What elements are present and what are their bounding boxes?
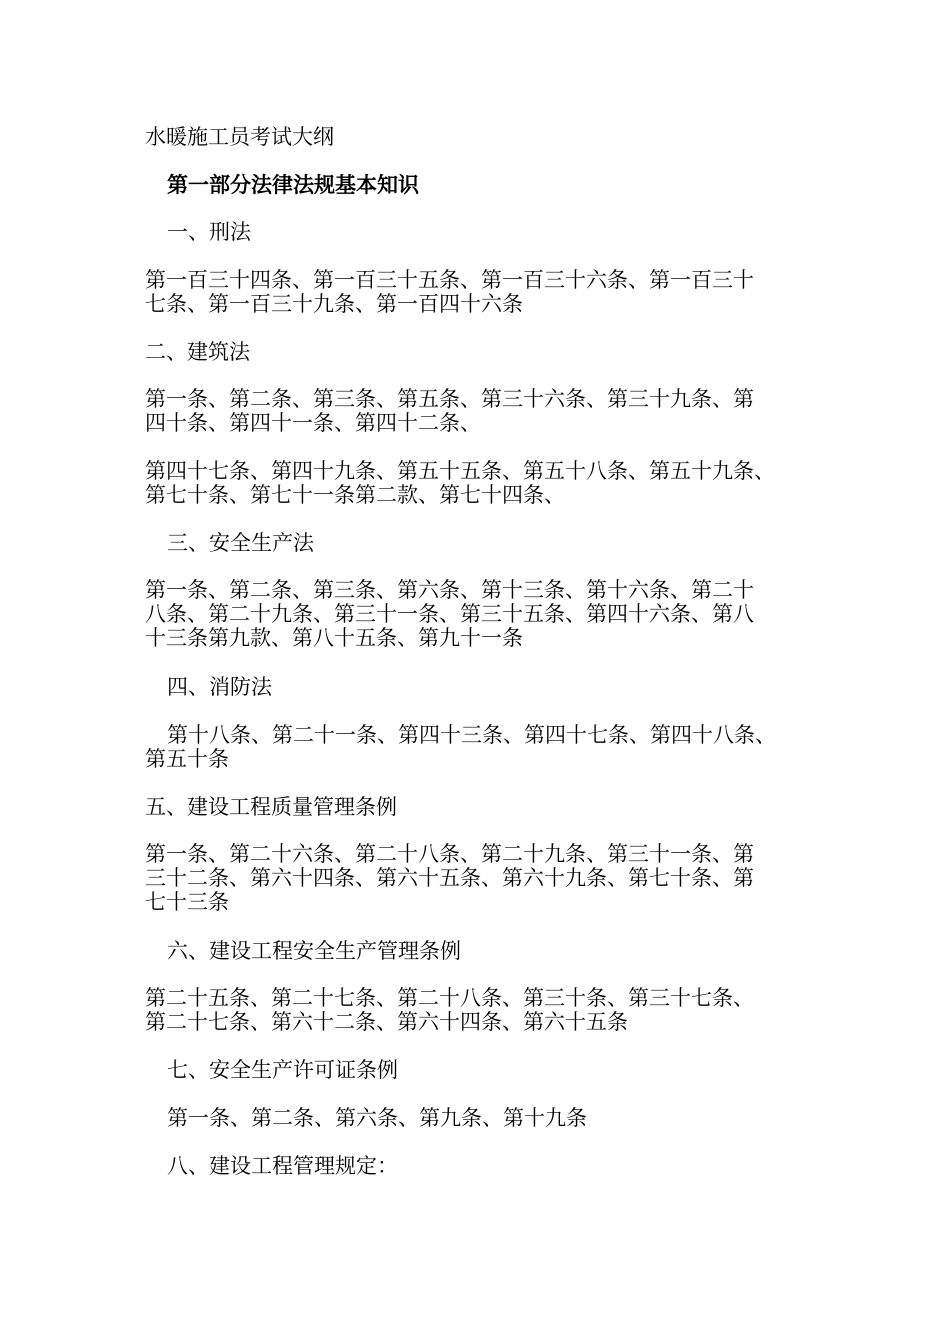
text-line: 第五十条 [145,747,229,771]
text-line: 第一条、第二条、第三条、第六条、第十三条、第十六条、第二十 [145,578,754,602]
text-line: 第二十七条、第六十二条、第六十四条、第六十五条 [145,1010,628,1034]
text-line: 第一条、第二十六条、第二十八条、第二十九条、第三十一条、第 [145,842,754,866]
text-line: 四十条、第四十一条、第四十二条、 [145,411,481,435]
text-line: 第一条、第二条、第三条、第五条、第三十六条、第三十九条、第 [145,387,754,411]
text-line: 第四十七条、第四十九条、第五十五条、第五十八条、第五十九条、 [145,459,775,483]
section-body-work-safety-law [145,578,815,650]
text-line: 第七十条、第七十一条第二款、第七十四条、 [145,483,565,507]
text-line: 第二十五条、第二十七条、第二十八条、第三十条、第三十七条、 [145,986,754,1010]
text-line: 七条、第一百三十九条、第一百四十六条 [145,292,523,316]
section-body-criminal-law [145,268,815,316]
section-body-safety-management-regulation [145,986,815,1034]
section-heading-criminal-law: 一、刑法 [167,220,251,244]
text-line: 八条、第二十九条、第三十一条、第三十五条、第四十六条、第八 [145,602,754,626]
section-heading-license-regulation: 七、安全生产许可证条例 [167,1058,398,1082]
section-body-quality-regulation [145,842,815,914]
section-body-construction-law-2 [145,459,815,507]
part-heading: 第一部分法律法规基本知识 [167,172,419,197]
section-heading-work-safety-law: 三、安全生产法 [167,531,314,555]
section-body-license-regulation [167,1106,837,1130]
text-line: 第十八条、第二十一条、第四十三条、第四十七条、第四十八条、 [167,723,776,747]
text-line: 第一条、第二条、第六条、第九条、第十九条 [167,1106,587,1130]
section-body-fire-law [145,723,815,771]
section-heading-quality-regulation: 五、建设工程质量管理条例 [145,795,397,819]
text-line: 七十三条 [145,890,229,914]
section-heading-management-provisions: 八、建设工程管理规定： [167,1154,398,1178]
text-line: 三十二条、第六十四条、第六十五条、第六十九条、第七十条、第 [145,866,754,890]
text-line: 第一百三十四条、第一百三十五条、第一百三十六条、第一百三十 [145,268,754,292]
section-heading-fire-law: 四、消防法 [167,675,272,699]
text-line: 十三条第九款、第八十五条、第九十一条 [145,626,523,650]
section-heading-construction-law: 二、建筑法 [145,340,250,364]
section-body-construction-law-1 [145,387,815,435]
document-title: 水暖施工员考试大纲 [145,125,334,149]
section-heading-safety-management-regulation: 六、建设工程安全生产管理条例 [167,939,461,963]
